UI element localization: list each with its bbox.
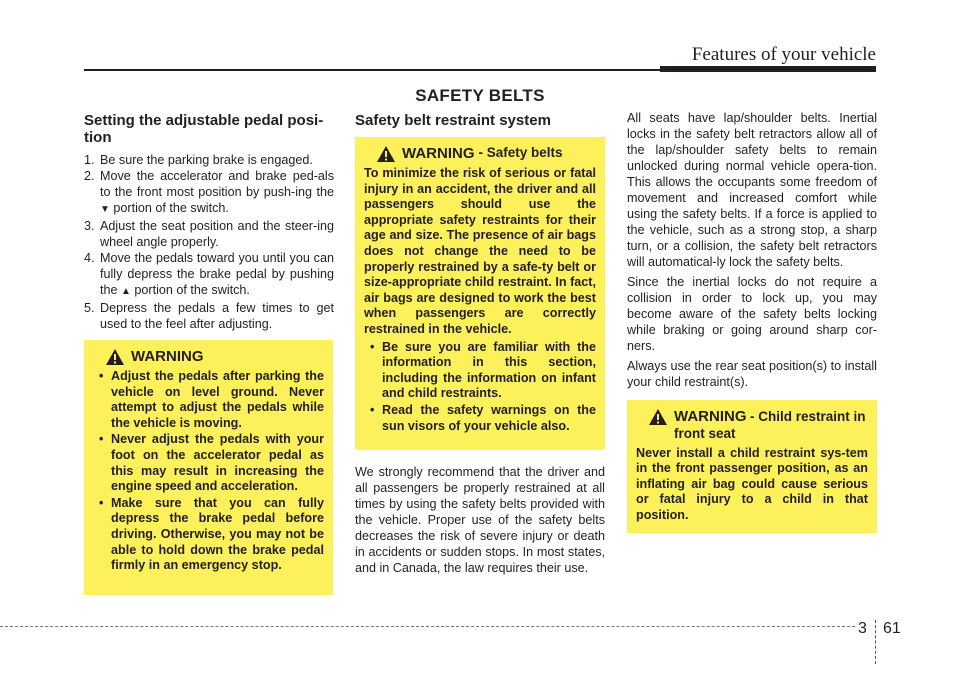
- warning-label: WARNING: [402, 145, 475, 162]
- step-number: 5.: [84, 301, 95, 315]
- step-text: Move the pedals toward you until you can fully depress the brake pedal by pushing the: [100, 251, 334, 297]
- chapter-number: 3: [858, 620, 867, 637]
- page-number: 61: [883, 620, 901, 637]
- warning-header: [364, 145, 596, 163]
- restraint-heading: Safety belt restraint system: [355, 112, 551, 129]
- belts-info: [627, 110, 877, 394]
- step-2: [84, 168, 334, 218]
- info-paragraph: All seats have lap/shoulder belts. Inertial locks in the safety belt retractors allow all of the lap/shoulder safety belts to remain unlocked during normal vehicle opera-tion. This allows the occupants some freedom of movement and increased comfort while using the safety belts. If a force is applied to the vehicle, such as a strong stop, a sharp turn, or a collision, the safety belt retractors will automatical-ly lock the safety belts.: [627, 111, 877, 269]
- down-triangle-icon: ▼: [100, 204, 110, 215]
- step-text-tail: portion of the switch.: [134, 283, 250, 297]
- warning-item: • Adjust the pedals after parking the vehicle on level ground. Never attempt to adjust the pedals while the vehicle is moving.: [93, 369, 324, 431]
- warning-sublabel: - Safety belts: [478, 145, 563, 160]
- belts-warning-box: [355, 137, 605, 450]
- pedal-warning-box: [84, 340, 333, 595]
- step-4: [84, 250, 334, 300]
- step-3: [84, 218, 334, 250]
- warning-header: [93, 348, 324, 366]
- warning-item: • Never adjust the pedals with your foot on the accelerator pedal as this may result in increasing the engine speed and acceleration.: [93, 432, 324, 494]
- footer-rule: [0, 626, 855, 627]
- step-number: 2.: [84, 169, 95, 183]
- info-paragraph: Always use the rear seat position(s) to install your child restraint(s).: [627, 359, 877, 389]
- warning-triangle-icon: [105, 348, 125, 366]
- restraint-body: [355, 464, 605, 580]
- step-number: 4.: [84, 251, 95, 265]
- page-divider: [875, 620, 877, 664]
- pedal-heading: Setting the adjustable pedal posi-tion: [84, 112, 324, 146]
- header-title: Features of your vehicle: [691, 44, 876, 65]
- restraint-section: [355, 112, 605, 135]
- warning-title: [674, 408, 868, 443]
- warning-header: [636, 408, 868, 443]
- warning-text: To minimize the risk of serious or fatal injury in an accident, the driver and all passengers should use the appropriate safety restraints for their age and size. The presence of air bags does not change the need to be properly restrained by a safe-ty belt or size-appropriate child restraint. In fact, air bags are designed to work the best when passengers are correctly restrained in the vehicle.: [364, 166, 596, 336]
- child-warning-box: [627, 400, 877, 533]
- warning-sublabel: - Child restraint in front seat: [674, 409, 866, 441]
- up-triangle-icon: ▲: [121, 286, 131, 297]
- step-1: [84, 152, 334, 168]
- step-number: 3.: [84, 219, 95, 233]
- warning-label: WARNING: [131, 348, 204, 365]
- info-paragraph: Since the inertial locks do not require a collision in order to lock up, you may become aware of the safety belts locking while braking or going around sharp cor-ners.: [627, 275, 877, 353]
- warning-item: • Read the safety warnings on the sun visors of your vehicle also.: [364, 403, 596, 434]
- step-text: Adjust the seat position and the steer-ing wheel angle properly.: [100, 219, 334, 249]
- step-text: Move the accelerator and brake ped-als to the front most position by push-ing the: [100, 169, 334, 199]
- step-5: [84, 300, 334, 332]
- step-number: 1.: [84, 153, 95, 167]
- warning-list: [93, 369, 324, 574]
- step-text: Depress the pedals a few times to get used to the feel after adjusting.: [100, 301, 334, 331]
- warning-item: • Be sure you are familiar with the information in this section, including the information on infant and child restraints.: [364, 340, 596, 402]
- restraint-paragraph: We strongly recommend that the driver and all passengers be properly restrained at all times by using the safety belts provided with the vehicle. Proper use of the safety belts decreases the risk of severe injury or death in accidents or sudden stops. In most states, and in Canada, the law requires their use.: [355, 465, 605, 575]
- warning-text: Never install a child restraint sys-tem in the front passenger position, as an inflating air bag could cause serious or fatal injury to a child in that position.: [636, 445, 868, 522]
- warning-item: • Make sure that you can fully depress the brake pedal before driving. Otherwise, you may not be able to hold down the brake pedal firmly in an emergency stop.: [93, 496, 324, 574]
- section-title: SAFETY BELTS: [415, 86, 545, 105]
- warning-label: WARNING: [674, 408, 747, 425]
- warning-list: [364, 340, 596, 435]
- warning-triangle-icon: [376, 145, 396, 163]
- warning-triangle-icon: [648, 408, 668, 426]
- pedal-steps: [84, 152, 334, 332]
- pedal-section: [84, 112, 334, 332]
- step-text: Be sure the parking brake is engaged.: [100, 153, 313, 167]
- header-rule-accent: [660, 66, 876, 72]
- step-text-tail: portion of the switch.: [113, 201, 229, 215]
